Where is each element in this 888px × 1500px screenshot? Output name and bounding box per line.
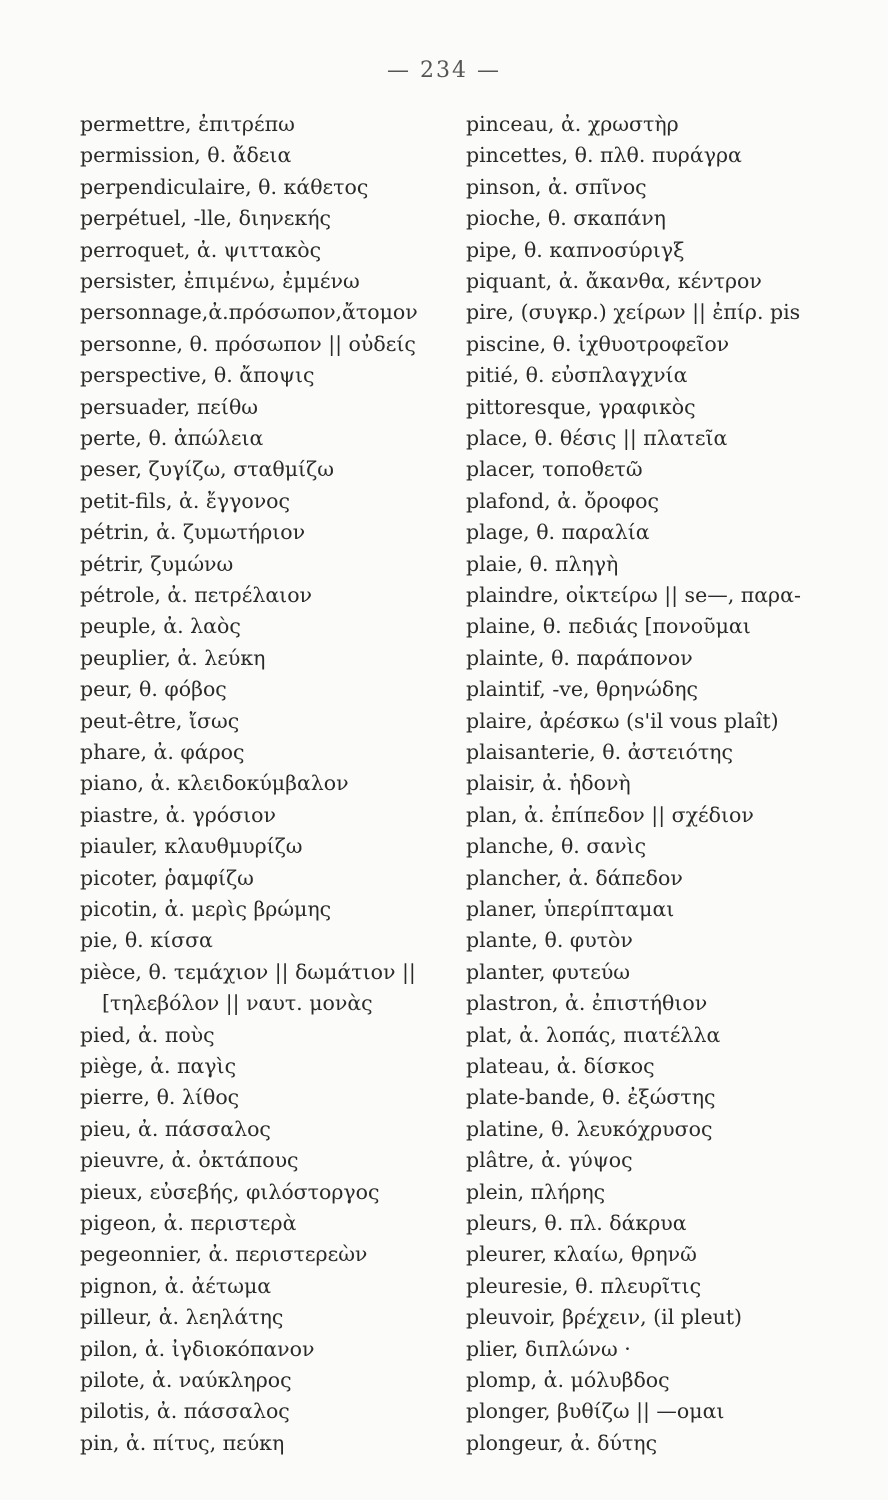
dictionary-entry: plastron, ἀ. ἐπιστήθιον [466, 991, 708, 1016]
dictionary-entry: persuader, πείθω [80, 394, 259, 419]
dictionary-entry: peut-être, ἴσως [80, 708, 240, 733]
page-number: — 234 — [387, 58, 501, 83]
dictionary-entry: plancher, ἀ. δάπεδον [466, 865, 683, 890]
dictionary-entry: perte, θ. ἀπώλεια [80, 426, 264, 450]
dictionary-entry: piastre, ἀ. γρόσιον [80, 802, 276, 827]
dictionary-entry: piège, ἀ. παγὶς [80, 1054, 237, 1078]
dictionary-entry: pignon, ἀ. ἀέτωμα [80, 1273, 272, 1298]
dictionary-entry: pieuvre, ἀ. ὀκτάπους [80, 1148, 299, 1173]
dictionary-entry: piquant, ἀ. ἄκανθα, κέντρον [466, 269, 762, 293]
dictionary-entry: peuplier, ἀ. λεύκη [80, 645, 266, 670]
dictionary-entry: pieux, εὐσεβής, φιλόστοργος [80, 1179, 380, 1204]
dictionary-entry: place, θ. θέσις || πλατεῖα [466, 426, 728, 450]
dictionary-entry: pétrole, ἀ. πετρέλαιον [80, 583, 313, 607]
dictionary-entry: pincettes, θ. πλθ. πυράγρα [466, 143, 742, 168]
dictionary-entry: plaintif, -ve, θρηνώδης [466, 677, 698, 702]
dictionary-entry: perpétuel, -lle, διηνεκής [80, 206, 331, 231]
dictionary-entry: plat, ἀ. λοπάς, πιατέλλα [466, 1022, 721, 1047]
dictionary-entry: plafond, ἀ. ὄροφος [466, 488, 659, 513]
dictionary-entry: plaie, θ. πληγὴ [466, 551, 619, 576]
dictionary-entry: pie, θ. κίσσα [80, 928, 213, 953]
dictionary-entry: perpendiculaire, θ. κάθετος [80, 174, 369, 199]
dictionary-entry: pilote, ἀ. ναύκληρος [80, 1368, 292, 1392]
dictionary-entry: planter, φυτεύω [466, 959, 631, 984]
dictionary-entry: plaire, ἀρέσκω (s'il vous plaît) [466, 708, 779, 733]
dictionary-entry: permission, θ. ἄδεια [80, 143, 292, 168]
dictionary-entry: placer, τοποθετῶ [466, 457, 643, 482]
dictionary-entry: peur, θ. φόβος [80, 677, 227, 702]
dictionary-entry: pleuvoir, βρέχειν, (il pleut) [466, 1305, 743, 1330]
dictionary-entry: pied, ἀ. ποὺς [80, 1022, 215, 1047]
dictionary-entry: plainte, θ. παράπονον [466, 645, 693, 670]
dictionary-entry: personne, θ. πρόσωπον || οὐδείς [80, 331, 416, 356]
dictionary-entry: pinceau, ἀ. χρωστὴρ [466, 112, 679, 136]
dictionary-entry: planche, θ. σανὶς [466, 834, 647, 859]
dictionary-entry: plage, θ. παραλία [466, 520, 650, 545]
dictionary-entry: [τηλεβόλον || ναυτ. μονὰς [102, 991, 373, 1016]
dictionary-entry: petit-fils, ἀ. ἔγγονος [80, 488, 291, 513]
dictionary-entry: piauler, κλαυθμυρίζω [80, 834, 303, 859]
dictionary-entry: pigeon, ἀ. περιστερὰ [80, 1211, 297, 1235]
dictionary-entry: pire, (συγκρ.) χείρων || ἐπίρ. pis [466, 300, 801, 325]
dictionary-entry: pleuresie, θ. πλευρῖτις [466, 1273, 702, 1298]
dictionary-entry: planer, ὑπερίπταμαι [466, 897, 675, 921]
dictionary-entry: pitié, θ. εὐσπλαγχνία [466, 363, 688, 388]
dictionary-entry: pilleur, ἀ. λεηλάτης [80, 1305, 284, 1330]
dictionary-entry: plier, διπλώνω · [466, 1336, 631, 1361]
dictionary-entry: pièce, θ. τεμάχιον || δωμάτιον || [80, 959, 416, 984]
dictionary-entry: pipe, θ. καπνοσύριγξ [466, 237, 685, 262]
dictionary-entry: plante, θ. φυτὸν [466, 928, 633, 953]
dictionary-entry: piscine, θ. ἰχθυοτροφεῖον [466, 331, 730, 356]
dictionary-entry: pilon, ἀ. ἰγδιοκόπανον [80, 1336, 315, 1361]
dictionary-entry: picotin, ἀ. μερὶς βρώμης [80, 897, 332, 921]
dictionary-entry: pinson, ἀ. σπῖνος [466, 174, 647, 199]
dictionary-entry: plomp, ἀ. μόλυβδος [466, 1368, 670, 1392]
dictionary-entry: pin, ἀ. πίτυς, πεύκη [80, 1430, 285, 1455]
dictionary-entry: peuple, ἀ. λαὸς [80, 614, 241, 639]
dictionary-entry: pilotis, ἀ. πάσσαλος [80, 1399, 290, 1424]
dictionary-entry: pittoresque, γραφικὸς [466, 394, 696, 419]
dictionary-entry: plonger, βυθίζω || —ομαι [466, 1399, 725, 1424]
dictionary-entry: persister, ἐπιμένω, ἐμμένω [80, 269, 360, 293]
dictionary-entry: plaindre, οἰκτείρω || se—, παρα- [466, 583, 801, 607]
dictionary-entry: pétrin, ἀ. ζυμωτήριον [80, 520, 306, 545]
dictionary-entry: pleurer, κλαίω, θρηνῶ [466, 1242, 697, 1267]
dictionary-entry: plaisanterie, θ. ἀστειότης [466, 740, 733, 764]
dictionary-entry: plâtre, ἀ. γύψος [466, 1148, 633, 1173]
dictionary-entry: piano, ἀ. κλειδοκύμβαλον [80, 771, 349, 796]
dictionary-entry: pieu, ἀ. πάσσαλος [80, 1116, 271, 1141]
dictionary-entry: perroquet, ἀ. ψιττακὸς [80, 237, 322, 262]
dictionary-entry: phare, ἀ. φάρος [80, 740, 245, 764]
dictionary-entry: pierre, θ. λίθος [80, 1085, 240, 1110]
dictionary-entry: platine, θ. λευκόχρυσος [466, 1116, 713, 1141]
dictionary-entry: pétrir, ζυμώνω [80, 551, 234, 576]
dictionary-entry: permettre, ἐπιτρέπω [80, 112, 295, 136]
dictionary-entry: peser, ζυγίζω, σταθμίζω [80, 457, 334, 482]
dictionary-entry: plongeur, ἀ. δύτης [466, 1430, 658, 1455]
dictionary-entry: plein, πλήρης [466, 1179, 606, 1204]
dictionary-entry: pegeonnier, ἀ. περιστερεὼν [80, 1242, 368, 1267]
dictionary-entry: pioche, θ. σκαπάνη [466, 206, 666, 231]
dictionary-entry: plate-bande, θ. ἐξώστης [466, 1085, 716, 1110]
dictionary-entry: perspective, θ. ἄποψις [80, 363, 315, 388]
dictionary-entry: plateau, ἀ. δίσκος [466, 1054, 655, 1078]
dictionary-entry: plaine, θ. πεδιάς [πονοῦμαι [466, 614, 751, 639]
dictionary-entry: plan, ἀ. ἐπίπεδον || σχέδιον [466, 802, 754, 827]
dictionary-entry: picoter, ῥαμφίζω [80, 865, 254, 890]
dictionary-entry: plaisir, ἀ. ἡδονὴ [466, 771, 631, 796]
dictionary-entry: pleurs, θ. πλ. δάκρυα [466, 1211, 687, 1235]
dictionary-entry: personnage,ἀ.πρόσωπον,ἄτομον [80, 300, 418, 325]
